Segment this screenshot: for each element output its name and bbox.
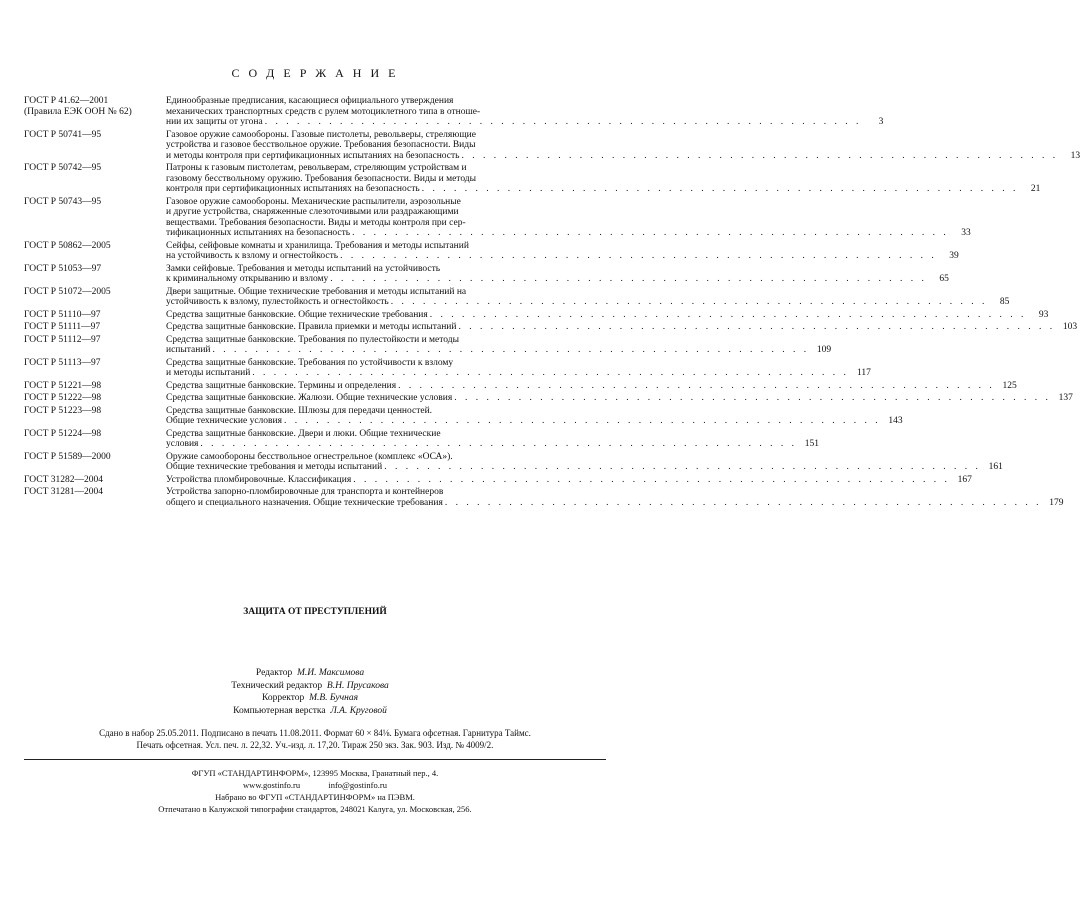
title-line: Средства защитные банковские. Жалюзи. Общие технические условия	[166, 393, 453, 403]
dot-leader: . . . . . . . . . . . . . . . . . . . . . . . . . . . . . . . . . . . . . . . . . . . . . . . . . . . . . . . .	[352, 228, 949, 238]
title-line: Двери защитные. Общие технические требования и методы испытаний на	[166, 286, 467, 297]
standard-title	[166, 287, 1009, 308]
page-number: 39	[949, 251, 959, 261]
credit-role: Технический редактор	[231, 680, 323, 691]
title-line: Устройства пломбировочные. Классификация	[166, 474, 352, 485]
dot-leader: . . . . . . . . . . . . . . . . . . . . . . . . . . . . . . . . . . . . . . . . . . . . . . . . . . . . . . . .	[353, 474, 950, 485]
imprint-block	[0, 727, 630, 751]
page-number: 3	[878, 117, 884, 127]
toc-entry	[24, 263, 949, 285]
standard-code-line: ГОСТ Р 41.62—2001	[24, 96, 109, 106]
standard-code-line: ГОСТ Р 51053—97	[24, 263, 102, 274]
toc-entry	[24, 96, 884, 128]
toc-entry	[24, 334, 832, 356]
standard-code-line: ГОСТ Р 50742—95	[24, 163, 102, 173]
title-line: Сейфы, сейфовые комнаты и хранилища. Требования и методы испытаний	[166, 240, 469, 251]
standard-title	[166, 381, 1017, 392]
toc-entry	[24, 428, 820, 450]
standard-title	[166, 96, 883, 128]
title-line: Замки сейфовые. Требования и методы испытаний на устойчивость	[166, 263, 441, 274]
credit-line	[180, 692, 440, 705]
credit-name: М.И. Максимова	[296, 668, 365, 678]
toc-entry	[24, 286, 1010, 308]
standard-code	[24, 197, 166, 239]
standard-title	[166, 322, 1077, 333]
standard-code-line: ГОСТ Р 51111—97	[24, 322, 101, 332]
standard-code-line: ГОСТ Р 51221—98	[24, 380, 102, 391]
typeset-note: Набрано во ФГУП «СТАНДАРТИНФОРМ» на ПЭВМ.	[215, 792, 415, 802]
standard-title	[166, 130, 1080, 162]
title-line: контроля при сертификационных испытаниях на безопасность	[166, 184, 420, 194]
toc-entry	[24, 451, 1003, 473]
title-line: испытаний	[166, 345, 211, 355]
page-number: 33	[961, 228, 971, 238]
title-line: Средства защитные банковские. Шлюзы для передачи ценностей.	[166, 405, 433, 416]
title-line: на устойчивость к взлому и огнестойкость	[166, 251, 339, 261]
title-line: устройства и газовое бесствольное оружие. Требования безопасности. Виды	[166, 140, 476, 150]
dot-leader: . . . . . . . . . . . . . . . . . . . . . . . . . . . . . . . . . . . . . . . . . . . . . . . . . . . . . . . .	[458, 322, 1056, 332]
publisher-email: info@gostinfo.ru	[328, 780, 387, 790]
standard-code	[24, 310, 166, 321]
page-number: 161	[988, 462, 1003, 472]
standard-title	[166, 487, 1063, 508]
title-line: условия	[166, 439, 199, 449]
standard-code-line: ГОСТ Р 51113—97	[24, 357, 101, 368]
dot-leader: . . . . . . . . . . . . . . . . . . . . . . . . . . . . . . . . . . . . . . . . . . . . . . . . . . . . . . . .	[384, 462, 981, 472]
standard-code	[24, 335, 166, 356]
dot-leader: . . . . . . . . . . . . . . . . . . . . . . . . . . . . . . . . . . . . . . . . . . . . . . . . . . . . . . . .	[212, 345, 810, 355]
standard-code	[24, 393, 166, 404]
credit-line	[180, 705, 440, 718]
credit-role: Редактор	[255, 668, 293, 678]
standard-title	[166, 358, 871, 379]
title-line: Средства защитные банковские. Термины и определения	[166, 380, 397, 391]
title-line: к криминальному открыванию и взлому	[166, 274, 329, 284]
standard-title	[166, 197, 971, 239]
page-number: 13	[1070, 150, 1080, 161]
publisher-block	[0, 767, 630, 815]
dot-leader: . . . . . . . . . . . . . . . . . . . . . . . . . . . . . . . . . . . . . . . . . . . . . . . . . . . . . . . .	[421, 184, 1019, 194]
title-line: Средства защитные банковские. Требования по устойчивости к взлому	[166, 357, 454, 368]
page-number: 93	[1038, 309, 1049, 320]
publisher-contacts	[0, 779, 630, 791]
standard-title	[166, 264, 949, 285]
page-number: 125	[1002, 380, 1017, 391]
toc-entry	[24, 393, 1073, 404]
dot-leader: . . . . . . . . . . . . . . . . . . . . . . . . . . . . . . . . . . . . . . . . . . . . . . . . . . . . . . . .	[200, 439, 798, 449]
standard-code	[24, 96, 166, 128]
page-number: 103	[1062, 322, 1078, 332]
toc-entry	[24, 380, 1017, 392]
page-number: 167	[957, 474, 972, 485]
standard-code-line: ГОСТ Р 51224—98	[24, 428, 102, 439]
standard-code	[24, 358, 166, 379]
title-line: Оружие самообороны бесствольное огнестрельное (комплекс «ОСА»).	[166, 451, 453, 462]
title-line: Средства защитные банковские. Требования по пулестойкости и методы	[166, 334, 459, 345]
standard-code	[24, 163, 166, 195]
title-line: Средства защитные банковские. Правила приемки и методы испытаний	[166, 322, 457, 332]
toc-entry	[24, 487, 1064, 508]
title-line: нии их защиты от угона	[166, 117, 263, 127]
dot-leader: . . . . . . . . . . . . . . . . . . . . . . . . . . . . . . . . . . . . . . . . . . . . . . . . . . . . . . . .	[264, 117, 862, 127]
standard-code-line: ГОСТ Р 51589—2000	[24, 451, 111, 462]
standard-code	[24, 381, 166, 392]
standard-code	[24, 487, 166, 508]
credit-role: Компьютерная верстка	[233, 705, 326, 716]
toc-entry	[24, 322, 1078, 333]
title-line: газовому бесствольному оружию. Требования безопасности. Виды и методы	[166, 173, 477, 184]
title-line: механических транспортных средств с рулем мотоциклетного типа в отноше-	[166, 106, 481, 117]
page-number: 21	[1030, 184, 1041, 194]
toc-entry	[24, 129, 1080, 162]
table-of-contents	[24, 96, 1080, 510]
title-line: Газовое оружие самообороны. Газовые пистолеты, револьверы, стреляющие	[166, 129, 476, 140]
printed-note: Отпечатано в Калужской типографии стандартов, 248021 Калуга, ул. Московская, 256.	[158, 804, 472, 814]
page-number: 137	[1058, 393, 1073, 403]
title-line: Общие технические условия	[166, 416, 282, 426]
standard-code-line: ГОСТ Р 50743—95	[24, 196, 102, 207]
credit-role: Корректор	[261, 693, 305, 703]
standard-title	[166, 241, 959, 262]
dot-leader: . . . . . . . . . . . . . . . . . . . . . . . . . . . . . . . . . . . . . . . . . . . . . . . . . . . . . . . .	[252, 368, 849, 378]
standard-code	[24, 429, 166, 450]
dot-leader: . . . . . . . . . . . . . . . . . . . . . . . . . . . . . . . . . . . . . . . . . . . . . . . . . . . . . . . .	[429, 309, 1027, 320]
credit-line	[180, 667, 440, 680]
standard-title	[166, 335, 831, 356]
title-line: общего и специального назначения. Общие технические требования	[166, 497, 443, 508]
toc-entry	[24, 240, 959, 262]
standard-title	[166, 475, 972, 486]
toc-entry	[24, 196, 971, 239]
imprint-line: Сдано в набор 25.05.2011. Подписано в печать 11.08.2011. Формат 60 × 84⅛. Бумага офсетная. Гарнитура Таймс.	[99, 728, 531, 738]
title-line: Средства защитные банковские. Общие технические требования	[166, 309, 428, 320]
standard-code-line: ГОСТ Р 51112—97	[24, 334, 101, 345]
credit-name: М.В. Бучная	[309, 693, 359, 703]
divider-rule	[24, 759, 606, 760]
standard-code-line: (Правила ЕЭК ООН № 62)	[24, 106, 132, 117]
page-number: 65	[939, 274, 949, 284]
standard-title	[166, 406, 903, 427]
standard-title	[166, 452, 1003, 473]
standard-code-line: ГОСТ Р 50862—2005	[24, 240, 111, 251]
standard-title	[166, 393, 1073, 404]
standard-title	[166, 163, 1040, 195]
toc-entry	[24, 163, 1041, 195]
title-line: и методы испытаний	[166, 368, 251, 378]
page-number: 109	[816, 345, 832, 355]
standard-code-line: ГОСТ Р 51222—98	[24, 393, 102, 403]
standard-title	[166, 310, 1048, 321]
standard-code-line: ГОСТ 31282—2004	[24, 474, 103, 485]
standard-code-line: ГОСТ Р 51110—97	[24, 309, 101, 320]
standard-code-line: ГОСТ Р 50741—95	[24, 129, 102, 140]
credits-block	[180, 667, 440, 717]
dot-leader: . . . . . . . . . . . . . . . . . . . . . . . . . . . . . . . . . . . . . . . . . . . . . . . . . . . . . . . .	[398, 380, 995, 391]
title-line: Устройства запорно-пломбировочные для транспорта и контейнеров	[166, 487, 444, 497]
section-title: ЗАЩИТА ОТ ПРЕСТУПЛЕНИЙ	[243, 607, 387, 617]
standard-code-line: ГОСТ Р 51223—98	[24, 405, 102, 416]
credit-name: В.Н. Прусакова	[326, 680, 389, 691]
page-number: 85	[999, 297, 1010, 307]
title-line: Газовое оружие самообороны. Механические распылители, аэрозольные	[166, 196, 461, 207]
credit-line	[180, 680, 440, 693]
imprint-line: Печать офсетная. Усл. печ. л. 22,32. Уч.-изд. л. 17,20. Тираж 250 экз. Зак. 903. Изд. № 4009/2.	[136, 740, 494, 750]
credit-name: Л.А. Круговой	[330, 705, 387, 716]
standard-code	[24, 287, 166, 308]
standard-code-line: ГОСТ 31281—2004	[24, 487, 103, 497]
page-number: 179	[1049, 497, 1064, 508]
dot-leader: . . . . . . . . . . . . . . . . . . . . . . . . . . . . . . . . . . . . . . . . . . . . . . . . . . . . . . . .	[330, 274, 927, 284]
title-line: Общие технические требования и методы испытаний	[166, 462, 383, 472]
dot-leader: . . . . . . . . . . . . . . . . . . . . . . . . . . . . . . . . . . . . . . . . . . . . . . . . . . . . . . . .	[283, 416, 881, 426]
toc-entry	[24, 357, 871, 379]
title-line: тификационных испытаниях на безопасность	[166, 228, 351, 238]
page-number: 143	[888, 416, 903, 426]
title-line: Единообразные предписания, касающиеся официального утверждения	[166, 96, 454, 106]
title-line: Патроны к газовым пистолетам, револьверам, стреляющим устройствам и	[166, 163, 467, 173]
standard-code-line: ГОСТ Р 51072—2005	[24, 286, 111, 297]
standard-code	[24, 264, 166, 285]
standard-code	[24, 241, 166, 262]
toc-entry	[24, 405, 903, 427]
title-line: устойчивость к взлому, пулестойкость и огнестойкость	[166, 297, 389, 307]
toc-entry	[24, 309, 1049, 321]
title-line: Средства защитные банковские. Двери и люки. Общие технические	[166, 428, 441, 439]
toc-entry	[24, 474, 972, 486]
dot-leader: . . . . . . . . . . . . . . . . . . . . . . . . . . . . . . . . . . . . . . . . . . . . . . . . . . . . . . . .	[461, 150, 1059, 161]
standard-code	[24, 475, 166, 486]
title-line: и методы контроля при сертификационных испытаниях на безопасность	[166, 150, 460, 161]
dot-leader: . . . . . . . . . . . . . . . . . . . . . . . . . . . . . . . . . . . . . . . . . . . . . . . . . . . . . . . .	[390, 297, 988, 307]
page-number: 151	[804, 439, 820, 449]
page-number: 117	[857, 368, 871, 378]
standard-title	[166, 429, 819, 450]
title-line: веществами. Требования безопасности. Виды и методы контроля при сер-	[166, 217, 466, 228]
standard-code	[24, 322, 166, 333]
publisher-website: www.gostinfo.ru	[243, 780, 301, 790]
standard-code	[24, 406, 166, 427]
dot-leader: . . . . . . . . . . . . . . . . . . . . . . . . . . . . . . . . . . . . . . . . . . . . . . . . . . . . . . . .	[340, 251, 937, 261]
standard-code	[24, 130, 166, 162]
publisher-address: ФГУП «СТАНДАРТИНФОРМ», 123995 Москва, Гранатный пер., 4.	[191, 768, 439, 778]
standard-code	[24, 452, 166, 473]
title-line: и другие устройства, снаряженные слезоточивыми или раздражающими	[166, 207, 459, 217]
dot-leader: . . . . . . . . . . . . . . . . . . . . . . . . . . . . . . . . . . . . . . . . . . . . . . . . . . . . . . . .	[444, 497, 1042, 508]
dot-leader: . . . . . . . . . . . . . . . . . . . . . . . . . . . . . . . . . . . . . . . . . . . . . . . . . . . . . . . .	[454, 393, 1051, 403]
contents-title: С О Д Е Р Ж А Н И Е	[231, 66, 399, 80]
